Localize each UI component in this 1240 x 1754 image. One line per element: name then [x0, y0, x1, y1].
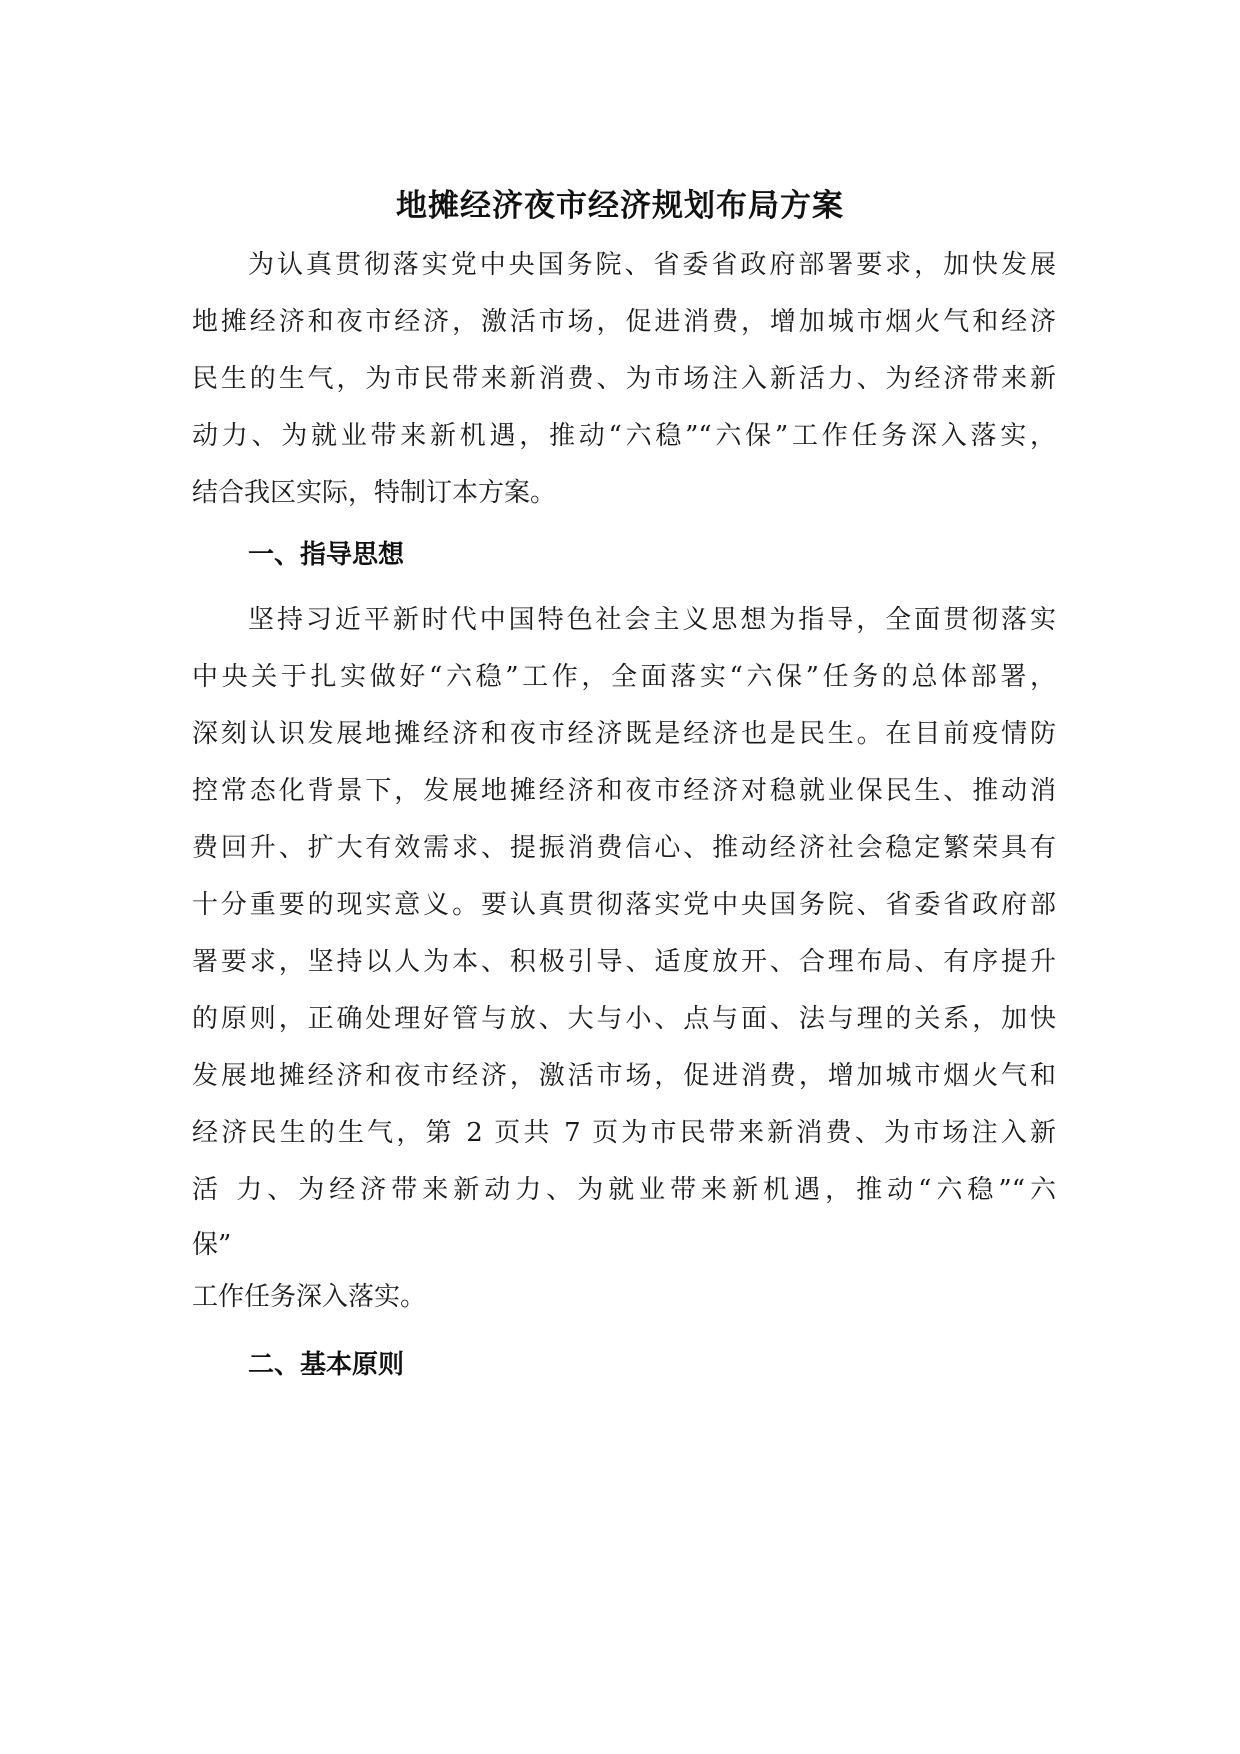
section-heading-basic-principles: 二、基本原则	[248, 1350, 405, 1380]
section1-line-3: 深刻认识发展地摊经济和夜市经济既是经济也是民生。在目前疫情防	[192, 719, 1056, 749]
section1-line-7: 署要求，坚持以人为本、积极引导、适度放开、合理布局、有序提升	[192, 947, 1056, 977]
section1-line-4: 控常态化背景下，发展地摊经济和夜市经济对稳就业保民生、推动消	[192, 776, 1056, 806]
section1-line-10: 经济民生的生气，第 2 页共 7 页为市民带来新消费、为市场注入新	[192, 1118, 1056, 1148]
intro-line-4: 动力、为就业带来新机遇，推动“六稳”“六保”工作任务深入落实，	[192, 421, 1056, 451]
section-heading-guiding-ideology: 一、指导思想	[248, 540, 405, 570]
page-title: 地摊经济夜市经济规划布局方案	[396, 188, 844, 224]
section1-line-6: 十分重要的现实意义。要认真贯彻落实党中央国务院、省委省政府部	[192, 890, 1056, 920]
section1-line-1: 坚持习近平新时代中国特色社会主义思想为指导，全面贯彻落实	[248, 605, 1056, 635]
section1-line-11: 活 力、为经济带来新动力、为就业带来新机遇，推动“六稳”“六	[192, 1175, 1056, 1205]
intro-line-5: 结合我区实际，特制订本方案。	[192, 478, 557, 508]
section1-line-13: 工作任务深入落实。	[192, 1282, 427, 1312]
section1-line-12: 保”	[192, 1230, 232, 1260]
section1-line-2: 中央关于扎实做好“六稳”工作，全面落实“六保”任务的总体部署，	[192, 662, 1056, 692]
section1-line-5: 费回升、扩大有效需求、提振消费信心、推动经济社会稳定繁荣具有	[192, 833, 1056, 863]
intro-line-1: 为认真贯彻落实党中央国务院、省委省政府部署要求，加快发展	[248, 250, 1056, 280]
section1-line-9: 发展地摊经济和夜市经济，激活市场，促进消费，增加城市烟火气和	[192, 1061, 1056, 1091]
intro-line-2: 地摊经济和夜市经济，激活市场，促进消费，增加城市烟火气和经济	[192, 307, 1056, 337]
section1-line-8: 的原则，正确处理好管与放、大与小、点与面、法与理的关系，加快	[192, 1004, 1056, 1034]
intro-line-3: 民生的生气，为市民带来新消费、为市场注入新活力、为经济带来新	[192, 364, 1056, 394]
